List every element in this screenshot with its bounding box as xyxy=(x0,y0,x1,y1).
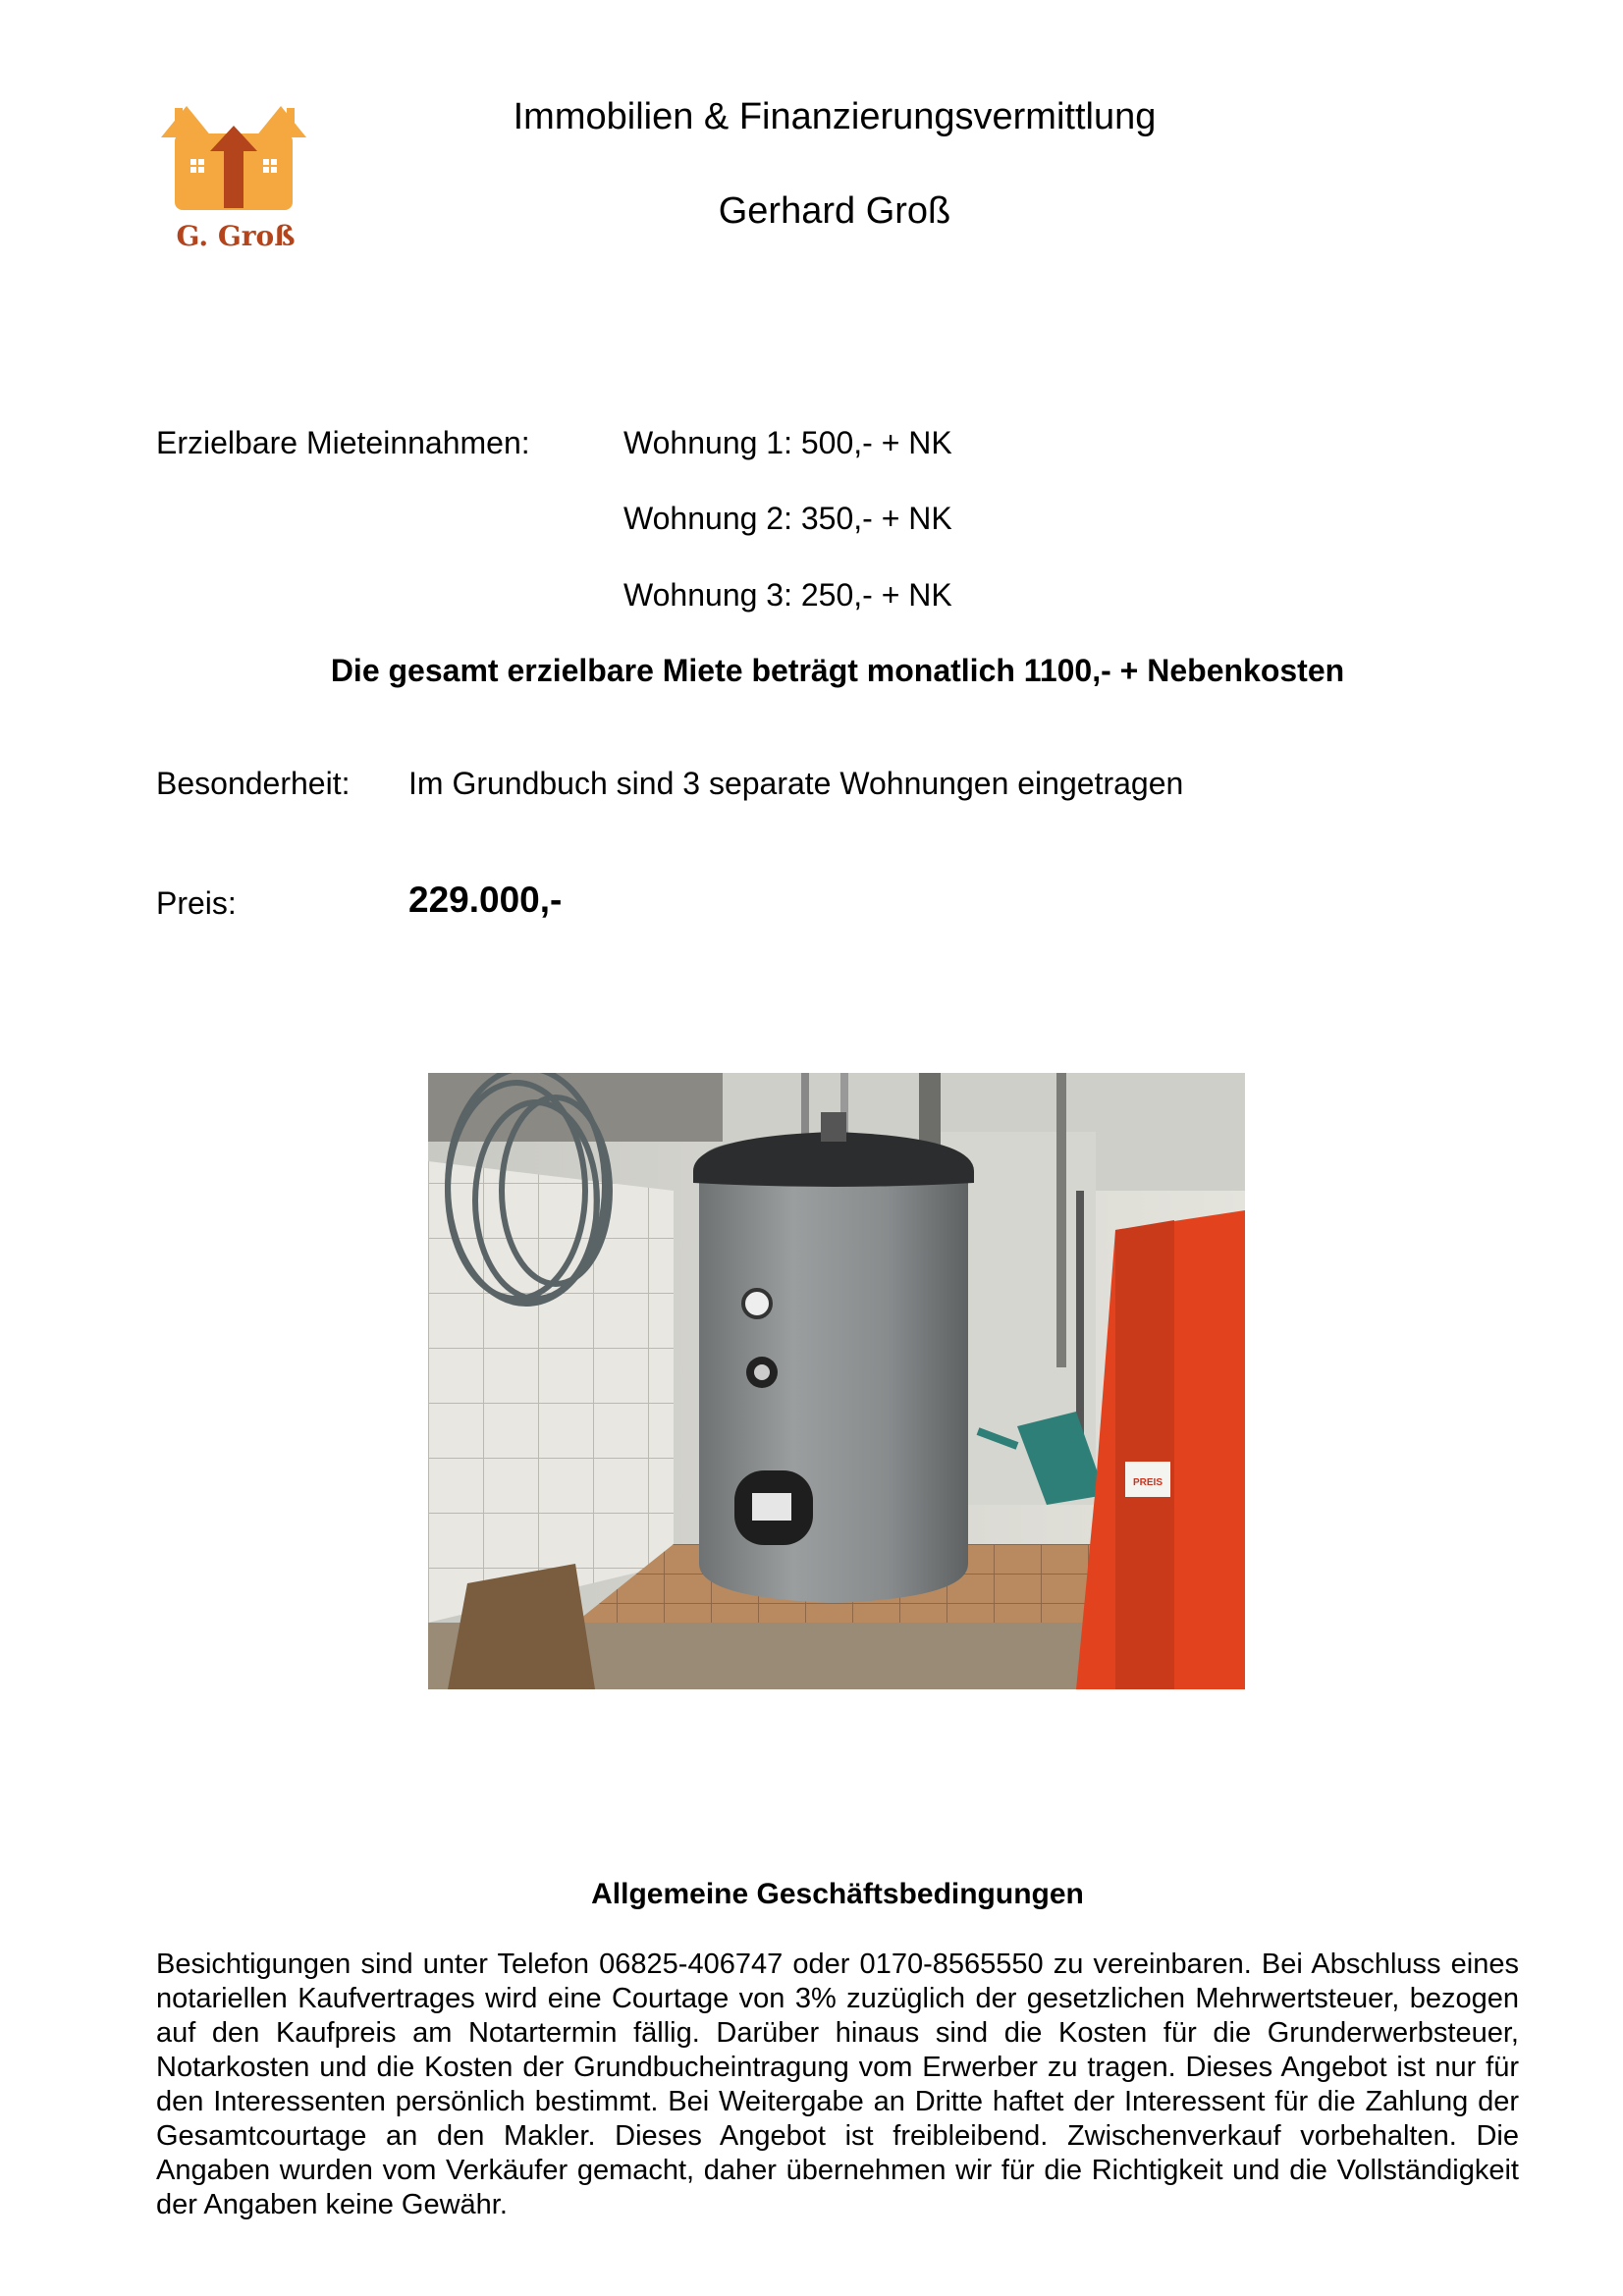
price-value: 229.000,- xyxy=(408,880,563,920)
rent-unit-2: Wohnung 2: 350,- + NK xyxy=(623,501,952,536)
special-label: Besonderheit: xyxy=(156,766,351,801)
water-tank-photo xyxy=(428,1073,1245,1689)
company-logo xyxy=(157,98,314,255)
property-photo xyxy=(428,1073,1245,1689)
price-label: Preis: xyxy=(156,885,237,921)
heater-label: PREIS xyxy=(1132,1477,1163,1488)
special-value: Im Grundbuch sind 3 separate Wohnungen eingetragen xyxy=(408,766,1184,801)
terms-title: Allgemeine Geschäftsbedingungen xyxy=(591,1878,1084,1910)
company-line: Immobilien & Finanzierungsvermittlung xyxy=(513,96,1157,137)
terms-body: Besichtigungen sind unter Telefon 06825-406747 oder 0170-8565550 zu vereinbaren. Bei Abschluss eines notariellen Kaufvertrages wird eine Courtage von 3% zuzüglich der gesetzlichen Mehrwertsteuer, bezogen auf den Kaufpreis am Notartermin fällig. Darüber hinaus sind die Kosten für die Grunderwerbsteuer, Notarkosten und die Kosten der Grundbucheintragung vom Erwerber zu tragen. Dieses Angebot ist nur für den Interessenten persönlich bestimmt. Bei Weitergabe an Dritte haftet der Interessent für die Zahlung der Gesamtcourtage an den Makler. Dieses Angebot ist freibleibend. Zwischenverkauf vorbehalten. Die Angaben wurden vom Verkäufer gemacht, daher übernehmen wir für die Richtigkeit und die Vollständigkeit der Angaben keine Gewähr. xyxy=(156,1949,1519,2220)
house-logo-icon xyxy=(157,98,314,255)
rent-total: Die gesamt erzielbare Miete beträgt monatlich 1100,- + Nebenkosten xyxy=(330,653,1345,688)
rent-unit-3: Wohnung 3: 250,- + NK xyxy=(623,577,952,613)
logo-text: G. Groß xyxy=(176,220,296,252)
rent-label: Erzielbare Mieteinnahmen: xyxy=(156,425,530,460)
rent-unit-1: Wohnung 1: 500,- + NK xyxy=(623,425,952,460)
owner-name: Gerhard Groß xyxy=(718,190,951,232)
